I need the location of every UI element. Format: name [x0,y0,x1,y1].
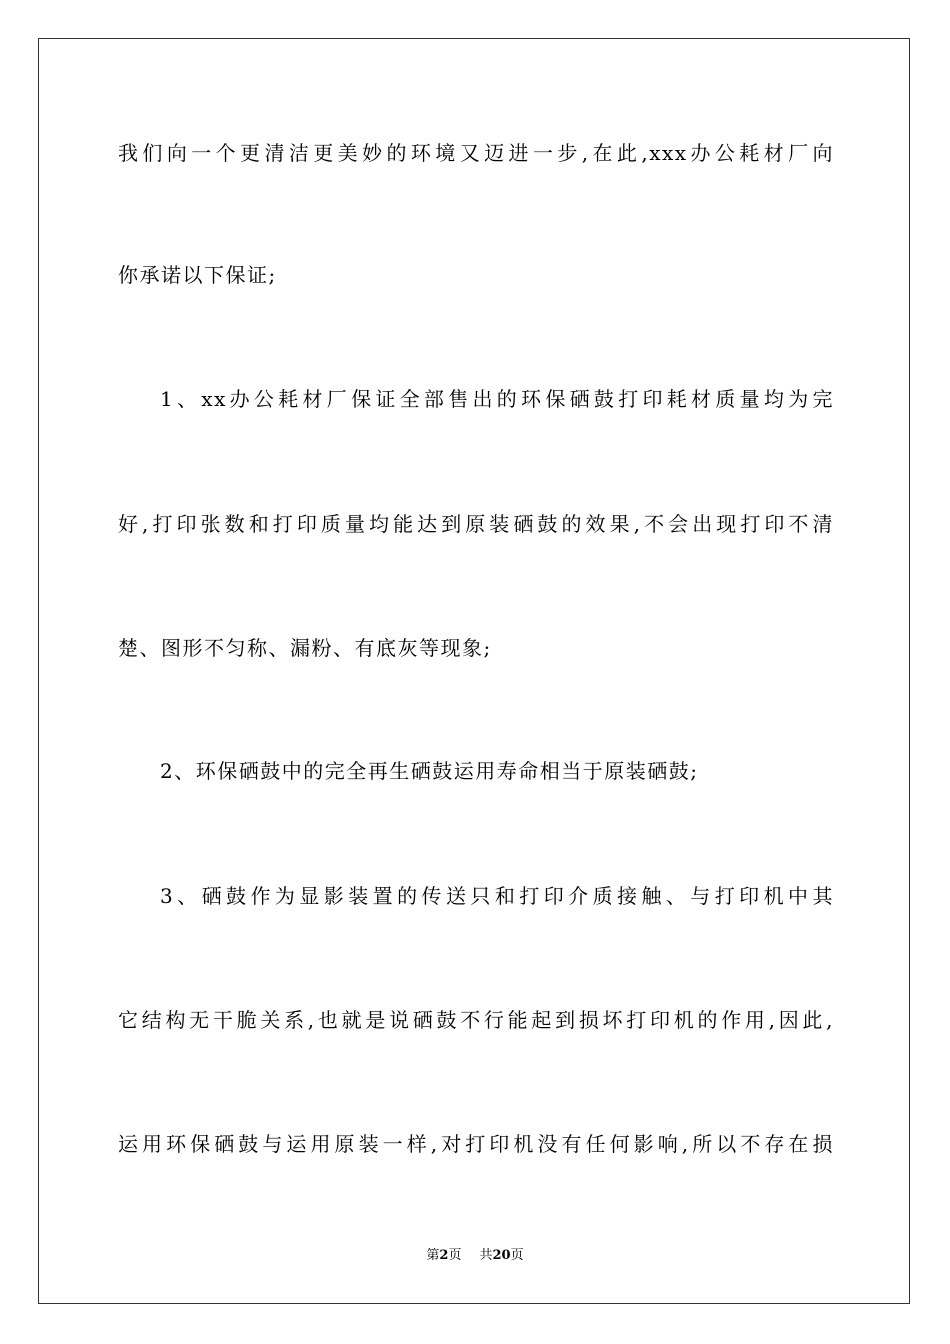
body-line-9: 运用环保硒鼓与运用原装一样,对打印机没有任何影响,所以不存在损 [118,1132,834,1156]
footer-total-pages: 20 [492,1248,511,1263]
footer-page-number: 2 [439,1248,449,1263]
body-line-6: 2、环保硒鼓中的完全再生硒鼓运用寿命相当于原装硒鼓; [160,759,699,783]
footer-page-suffix: 页 [448,1248,462,1263]
page-border [38,38,910,1304]
body-line-2: 你承诺以下保证; [118,263,277,287]
footer-total-suffix: 页 [510,1248,524,1263]
footer-total-prefix: 共 [479,1248,493,1263]
page-footer [0,1248,950,1264]
footer-page-prefix: 第 [426,1248,440,1263]
body-line-3: 1、xx办公耗材厂保证全部售出的环保硒鼓打印耗材质量均为完 [160,387,834,411]
body-line-8: 它结构无干脆关系,也就是说硒鼓不行能起到损坏打印机的作用,因此, [118,1008,834,1032]
body-line-5: 楚、图形不匀称、漏粉、有底灰等现象; [118,636,492,660]
body-line-7: 3、硒鼓作为显影装置的传送只和打印介质接触、与打印机中其 [160,884,834,908]
body-line-4: 好,打印张数和打印质量均能达到原装硒鼓的效果,不会出现打印不清 [118,512,834,536]
body-line-1: 我们向一个更清洁更美妙的环境又迈进一步,在此,xxx办公耗材厂向 [118,141,834,165]
